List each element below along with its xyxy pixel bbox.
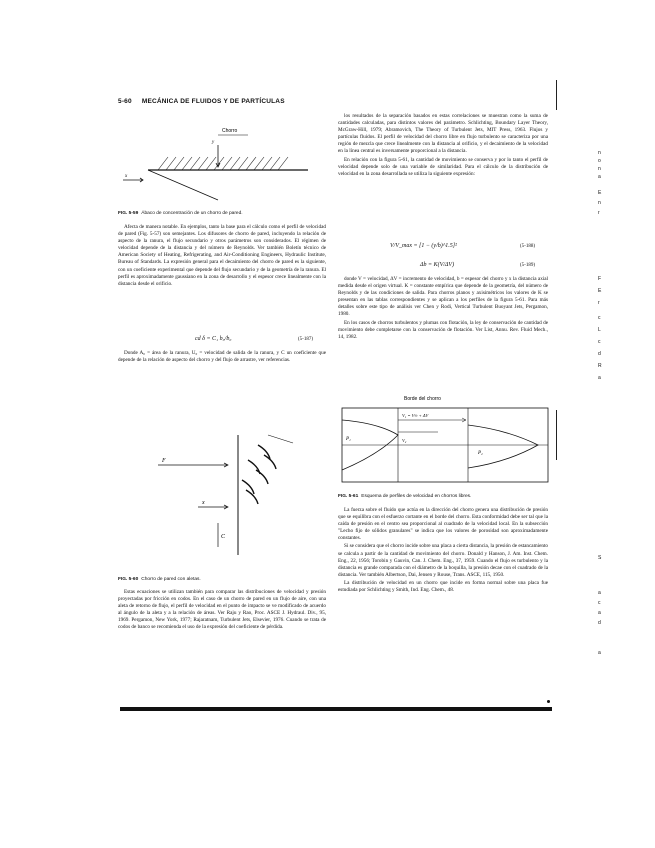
paragraph: En los casos de chorros turbulentos y plumas con flotación, la ley de conservación de cantidad de movimiento debe completarse con la conservación de flotación. Ver List, Annu. Rev. Fluid Mech., 14, 1982. [338, 319, 548, 340]
margin-glyph: r [598, 300, 600, 306]
paragraph: Estas ecuaciones se utilizan también para comparar las distribuciones de velocidad y presión proyectadas por fricción en codos. En el caso de un chorro de pared en un flujo de aire, con una aleta de retorno de flujo, el perfil de velocidad en el punto de impacto se ve modificado de acuerdo al ángulo de la aleta y a la relación de áreas. Ver Raju y Rao, Proc. ASCE J. Hydraul. Div., 95, 1969. Pergamon, New York, 1977; Rajaratnam, Turbulent Jets, Elsevier, 1976. Cuando se trata de codos de banco se recomienda el uso de la expresión del coeficiente de pérdida. [118, 589, 326, 631]
paragraph: Donde A₀ = área de la ranura, U₀ = velocidad de salida de la ranura, y C un coeficiente que depende de la relación de aspecto del chorro y del flujo de arrastre, ver referencias. [118, 350, 326, 364]
fig61-right-label: P₂ [478, 451, 483, 456]
fig59-y-label: y [212, 140, 215, 145]
left-column-bottom-text [118, 589, 326, 701]
fig61-v1-label: V₁ = V∞ + ΔV [402, 413, 429, 418]
fig60-x-label: x [202, 500, 205, 506]
margin-glyph: E [598, 288, 602, 294]
caption-5-60 [118, 577, 318, 582]
fig-label: FIG. 5-59 [118, 211, 139, 216]
margin-glyph: a [598, 174, 601, 180]
margin-glyph: a [598, 590, 601, 596]
caption-5-61 [338, 494, 553, 499]
equation-5-187: cd δ = C₁ b₀/b₀ [195, 336, 232, 342]
fig60-f-label: F [162, 458, 166, 464]
margin-glyph: a [598, 650, 601, 656]
equation-5-189: Δb = K(V/ΔV) [420, 262, 455, 268]
paragraph: donde V = velocidad, ΔV = incremento de velocidad, b = espesor del chorro y x la distancia axial medida desde el origen virtual. K = constante empírica que depende de la geometría, del número de Reynolds y de las condiciones de salida. Para chorros planos y axisimétricos los valores de K se presentan en las tablas correspondientes y se aplican a los perfiles de la figura 5-61. Para más detalles sobre este tipo de análisis ver Chen y Rodi, Vertical Turbulent Buoyant Jets, Pergamon, 1980. [338, 276, 548, 318]
fig61-v2-label: V₂ [402, 438, 407, 443]
left-column-top-text [118, 224, 326, 330]
right-column-bottom-text [338, 507, 548, 703]
margin-glyph: o [598, 158, 601, 164]
margin-glyph: R [598, 363, 602, 369]
margin-glyph: a [598, 610, 601, 616]
chapter-title: MECÁNICA DE FLUIDOS Y DE PARTÍCULAS [141, 98, 285, 105]
fig61-top-label: Borde del chorro [404, 396, 441, 402]
margin-glyph: c [598, 600, 601, 606]
paragraph: La fuerza sobre el fluido que actúa en la dirección del chorro genera una distribución de presión que se equilibra con el esfuerzo cortante en el borde del chorro. Esta conformidad debe ser tal que la caída de presión en el centro sea proporcional al cuadrado de la velocidad local. En la subsección "Lecho fijo de sólidos granulares" se indica que los valores de porosidad son aproximadamente constantes. [338, 507, 548, 542]
equation-number: (5-189) [520, 263, 535, 268]
fig59-jet-label: Chorro [222, 128, 238, 134]
margin-glyph: c [598, 315, 601, 321]
paragraph: La distribución de velocidad en un chorro que incide en forma normal sobre una placa fue estudiada por Schlichting y Smith, Ind. Eng. Chem., 48. [338, 579, 548, 594]
fig-label: FIG. 5-60 [118, 577, 139, 582]
fig61-left-label: P₁ [346, 437, 351, 442]
caption-5-59 [118, 211, 318, 216]
fig-caption-text: Esquema de perfiles de velocidad en chorros libres. [361, 494, 472, 499]
right-column-middle-text [338, 276, 548, 386]
fig59-x-label: x [125, 174, 128, 179]
margin-line [556, 80, 557, 110]
margin-glyph: L [598, 327, 601, 333]
right-column-top-text [338, 113, 548, 235]
fig-caption-text: Chorro de pared con aletas. [141, 577, 201, 582]
margin-glyph: n [598, 166, 601, 172]
margin-glyph: S [598, 555, 602, 561]
margin-glyph: a [598, 375, 601, 381]
fig-label: FIG. 5-61 [338, 494, 359, 499]
margin-dot [547, 700, 550, 703]
equation-5-188: V/V_max = [1 − (y/b)^1.5]² [390, 243, 457, 249]
page-number: 5-60 [118, 98, 132, 105]
paragraph: En relación con la figura 5-61, la cantidad de movimiento se conserva y por lo tanto el perfil de velocidad depende solo de una variable de similaridad. Para el cálculo de la distribución de velocidad en la zona desarrollada se utiliza la siguiente expresión: [338, 156, 548, 177]
figure-5-59 [118, 115, 318, 210]
paragraph: Si se considera que el chorro incide sobre una placa a cierta distancia, la presión de estancamiento se calcula a partir de la cantidad de movimiento del chorro. Donald y Hanson, J. Am. Inst. Chem. Eng., 22, 1956; Torobin y Gauvin, Can. J. Chem. Eng., 37, 1959. Cuando el flujo es turbulento y la distancia es grande comparada con el diámetro de la boquilla, la presión decae con el cuadrado de la distancia. Ver también Albertson, Dai, Jensen y Rouse, Trans. ASCE, 115, 1950. [338, 543, 548, 578]
paragraph: los resultados de la separación basados en estas correlaciones se muestran como la suma de cantidades calculadas, para distintos valores del parámetro. Schlichting, Boundary Layer Theory, McGraw-Hill, 1979; Abramovich, The Theory of Turbulent Jets, MIT Press, 1963. Flujos y partículas fluidos. El perfil de velocidad del chorro libre en flujo turbulento se caracteriza por una región de mezcla que crece linealmente con la distancia al orificio, y el decaimiento de la velocidad en la línea central es inversamente proporcional a la distancia. [338, 113, 548, 155]
fig-caption-text: Ábaco de concentración de un chorro de pared. [141, 211, 243, 216]
margin-glyph: E [598, 190, 602, 196]
margin-glyph: n [598, 200, 601, 206]
margin-glyph: d [598, 351, 601, 357]
equation-number: (5-188) [520, 244, 535, 249]
margin-glyph: n [598, 150, 601, 156]
page-bottom-rule [120, 707, 552, 711]
margin-glyph: F [598, 276, 602, 282]
fig60-c-label: C [221, 534, 226, 540]
figure-5-61 [338, 390, 553, 490]
running-header [118, 98, 285, 105]
equation-number: (5-187) [298, 337, 313, 342]
figure-5-60 [118, 425, 328, 565]
left-column-definition-text [118, 350, 326, 382]
margin-glyph: d [598, 620, 601, 626]
margin-line [556, 410, 557, 460]
margin-glyph: c [598, 339, 601, 345]
paragraph: Afecta de manera notable. En ejemplos, tanto la base para el cálculo como el perfil de velocidad de pared (Fig. 5-57) son semejantes. Los difusores de chorro de pared, incluyendo la relación de aspecto de la ranura, el flujo secundario y otros parámetros son considerados. El régimen de velocidad depende de la distancia y del número de Reynolds. Ver también Boletín técnico de American Society of Heating, Refrigerating, and Air-Conditioning Engineers, Hydraulic Institute, Bureau of Standards. La expresión general para el decaimiento del chorro de pared es la siguiente, con un coeficiente experimental que depende del flujo secundario y de la geometría de la ranura. El perfil es aproximadamente gaussiano en la zona de desarrollo y el espesor crece linealmente con la distancia desde el orificio. [118, 224, 326, 287]
margin-glyph: r [598, 210, 600, 216]
